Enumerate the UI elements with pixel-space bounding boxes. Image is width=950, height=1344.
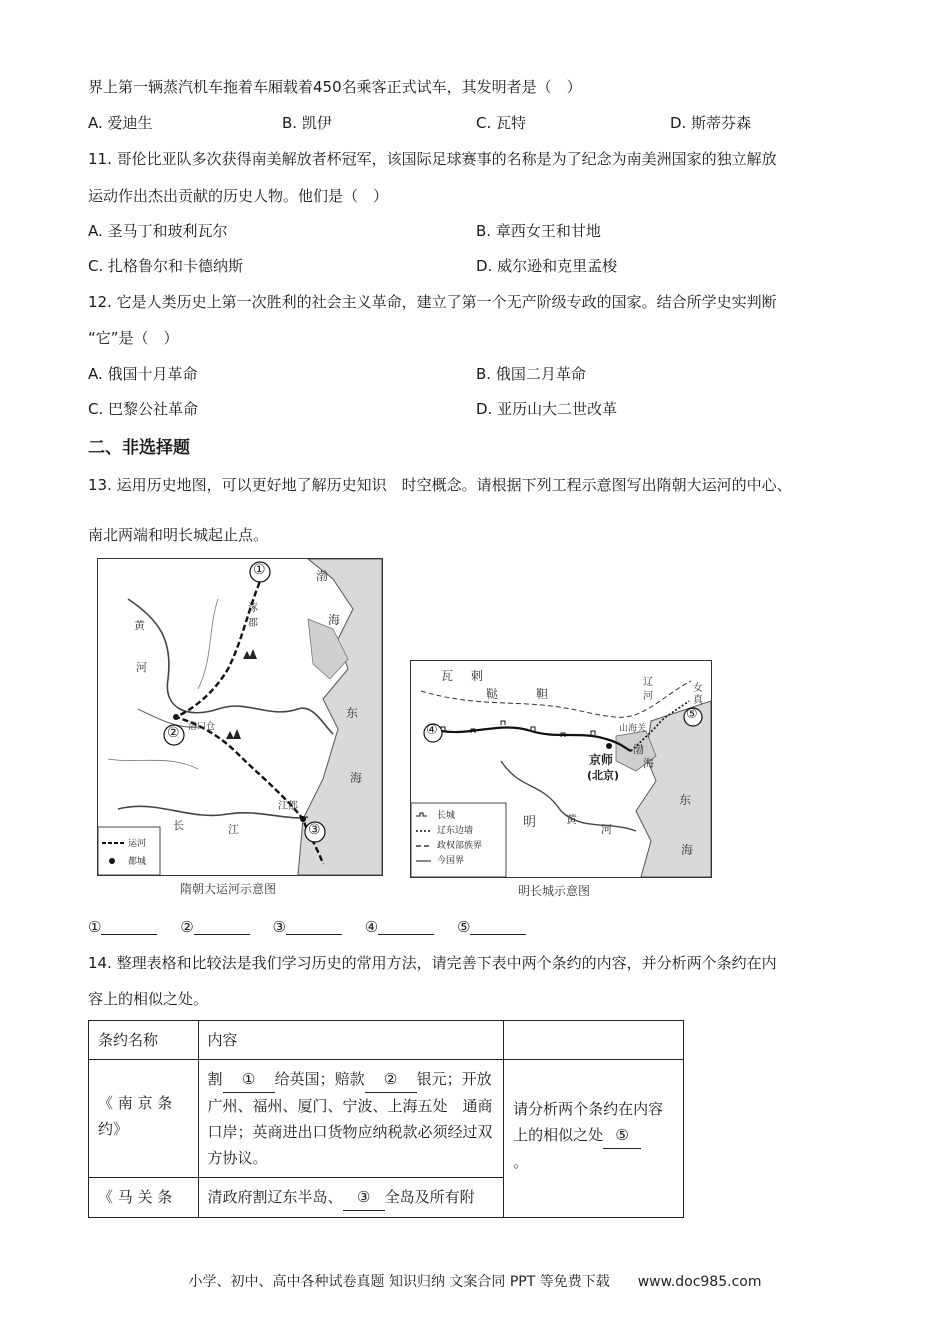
map1-label-chang: 长: [173, 819, 184, 832]
q10-option-c[interactable]: C. 瓦特: [476, 114, 527, 132]
q11-option-b[interactable]: B. 章西女王和甘地: [476, 222, 601, 240]
map2-label-beijing: (北京): [587, 769, 620, 782]
q10-option-d[interactable]: D. 斯蒂芬森: [670, 114, 752, 132]
map1-label-zhuo: 涿: [248, 603, 258, 614]
q12-text-line2: “它”是（ ）: [88, 329, 179, 347]
q12-option-a[interactable]: A. 俄国十月革命: [88, 365, 198, 383]
q13-answer-blanks: [88, 918, 544, 936]
q14-text-line1: 14. 整理表格和比较法是我们学习历史的常用方法，请完善下表中两个条约的内容，并分析两个条约在内: [88, 954, 777, 972]
map1-label-luokoucang: 洛口仓: [188, 722, 216, 732]
table-header-row: [89, 1021, 684, 1060]
q11-option-d[interactable]: D. 威尔逊和克里孟梭: [476, 257, 618, 275]
q13-blank-label-2: ②: [180, 918, 194, 936]
q10-text: 界上第一辆蒸汽机车拖着车厢载着450名乘客正式试车，其发明者是（ ）: [88, 78, 582, 96]
map1-label-jiang: 江: [228, 823, 239, 836]
q11-text-line1: 11. 哥伦比亚队多次获得南美解放者杯冠军，该国际足球赛事的名称是为了纪念为南美洲国家的独立解放: [88, 150, 777, 168]
q13-blank-1[interactable]: [101, 920, 157, 935]
q12-option-b[interactable]: B. 俄国二月革命: [476, 365, 586, 383]
nanjing-text-b: 给英国；赔款: [274, 1070, 365, 1088]
map1-label-jun: 郡: [248, 618, 258, 629]
map2-label-ming: 明: [523, 815, 537, 830]
map2-label-la: 剌: [471, 669, 484, 683]
map1-label-jiangdu: 江都: [278, 801, 298, 812]
map2-label-huang: 黄: [566, 813, 577, 826]
q13-text-line2: 南北两端和明长城起止点。: [88, 526, 269, 544]
map2-label-liao: 辽: [643, 677, 653, 688]
header-content: 内容: [198, 1021, 504, 1060]
q10-option-b[interactable]: B. 凯伊: [282, 114, 332, 132]
treaty-table: [88, 1020, 684, 1218]
analysis-text: 请分析两个条约在内容上的相似之处: [513, 1100, 664, 1144]
analysis-blank[interactable]: ⑤: [603, 1122, 641, 1149]
row-nanjing-name: 《 南 京 条 约》: [89, 1060, 199, 1178]
map2-label-da: 鞑: [486, 687, 499, 701]
maguan-text-c: 全岛及所有附: [384, 1188, 475, 1206]
map2-label-shanhaiguan: 山海关: [619, 724, 647, 734]
header-empty: [504, 1021, 684, 1060]
map2-marker-4: ④: [426, 723, 438, 738]
analysis-cell: [504, 1060, 684, 1218]
sui-canal-map-drawing: [98, 559, 382, 875]
map1-label-huang: 黄: [134, 619, 145, 632]
q11-option-c[interactable]: C. 扎格鲁尔和卡德纳斯: [88, 257, 244, 275]
map2-label-dan: 靼: [536, 687, 549, 701]
map1-label-hai: 海: [328, 613, 341, 627]
row-nanjing-content: [198, 1060, 504, 1178]
map2-label-nv: 女: [693, 683, 703, 694]
q13-text-line1: 13. 运用历史地图，可以更好地了解历史知识 时空概念。请根据下列工程示意图写出隋朝大运河的中心、: [88, 476, 792, 494]
map2-label-jingshi: 京师: [589, 753, 614, 767]
map2-label-he: 河: [643, 691, 653, 702]
sui-canal-map: [97, 558, 383, 876]
q13-blank-3[interactable]: [286, 920, 342, 935]
nanjing-text-c: 银元；开放广州、福州、厦门、宁波、上海五处 通商口岸；英商进出口货物应纳税款必须经过双方协议。: [207, 1070, 493, 1167]
nanjing-blank-1[interactable]: ①: [223, 1066, 275, 1093]
map2-label-hai: 海: [643, 757, 654, 770]
map2-legend-wall: 长城: [437, 811, 456, 821]
q10-option-a[interactable]: A. 爱迪生: [88, 114, 153, 132]
q14-text-line2: 容上的相似之处。: [88, 990, 209, 1008]
q13-blank-5[interactable]: [470, 920, 526, 935]
map2-legend-boundary: 政权部族界: [437, 841, 483, 851]
map1-label-bo: 渤: [316, 569, 329, 583]
map1-marker-1: ①: [253, 562, 266, 578]
q13-blank-label-3: ③: [272, 918, 286, 936]
map1-marker-3: ③: [308, 822, 321, 838]
q13-blank-4[interactable]: [378, 920, 434, 935]
map1-label-he: 河: [136, 661, 147, 674]
page-footer: 小学、初中、高中各种试卷真题 知识归纳 文案合同 PPT 等免费下载 www.doc985.com: [188, 1274, 762, 1290]
map1-legend-capital: 都城: [128, 857, 147, 867]
q11-text-line2: 运动作出杰出贡献的历史人物。他们是（ ）: [88, 187, 389, 205]
q11-option-a[interactable]: A. 圣马丁和玻利瓦尔: [88, 222, 228, 240]
map1-legend-canal: 运河: [128, 839, 147, 849]
map1-label-hai2: 海: [350, 771, 363, 785]
header-treaty-name: 条约名称: [89, 1021, 199, 1060]
map1-marker-2: ②: [167, 725, 180, 741]
q12-text-line1: 12. 它是人类历史上第一次胜利的社会主义革命，建立了第一个无产阶级专政的国家。结合所学史实判断: [88, 293, 777, 311]
map2-label-hai2: 海: [681, 843, 694, 857]
q13-blank-2[interactable]: [194, 920, 250, 935]
map2-label-bo: 渤: [633, 743, 644, 756]
maguan-blank-3[interactable]: ③: [343, 1184, 385, 1211]
nanjing-blank-2[interactable]: ②: [365, 1066, 417, 1093]
map2-legend-liaodong: 辽东边墙: [437, 826, 474, 836]
row-maguan-name: 《 马 关 条: [89, 1178, 199, 1218]
q13-blank-label-4: ④: [364, 918, 379, 936]
map2-caption: 明长城示意图: [518, 884, 591, 898]
map1-caption: 隋朝大运河示意图: [180, 882, 277, 896]
map2-label-dong: 东: [679, 793, 692, 807]
map2-legend-modern: 今国界: [437, 856, 465, 866]
map1-label-dong: 东: [346, 706, 359, 720]
ming-wall-map: [410, 660, 712, 878]
map2-label-river: 河: [601, 823, 612, 836]
map2-label-zhen: 真: [693, 695, 703, 706]
maguan-text-a: 清政府割辽东半岛、: [207, 1188, 343, 1206]
q13-blank-label-5: ⑤: [456, 918, 471, 936]
map2-marker-5: ⑤: [686, 707, 698, 722]
table-row: [89, 1060, 684, 1178]
q13-blank-label-1: ①: [88, 918, 102, 936]
map2-label-wa: 瓦: [441, 669, 454, 683]
section-title: 二、非选择题: [88, 438, 190, 458]
analysis-end: 。: [513, 1153, 529, 1171]
nanjing-text-a: 割: [207, 1070, 223, 1088]
row-maguan-content: [198, 1178, 504, 1218]
q12-option-c[interactable]: C. 巴黎公社革命: [88, 400, 199, 418]
q12-option-d[interactable]: D. 亚历山大二世改革: [476, 400, 618, 418]
